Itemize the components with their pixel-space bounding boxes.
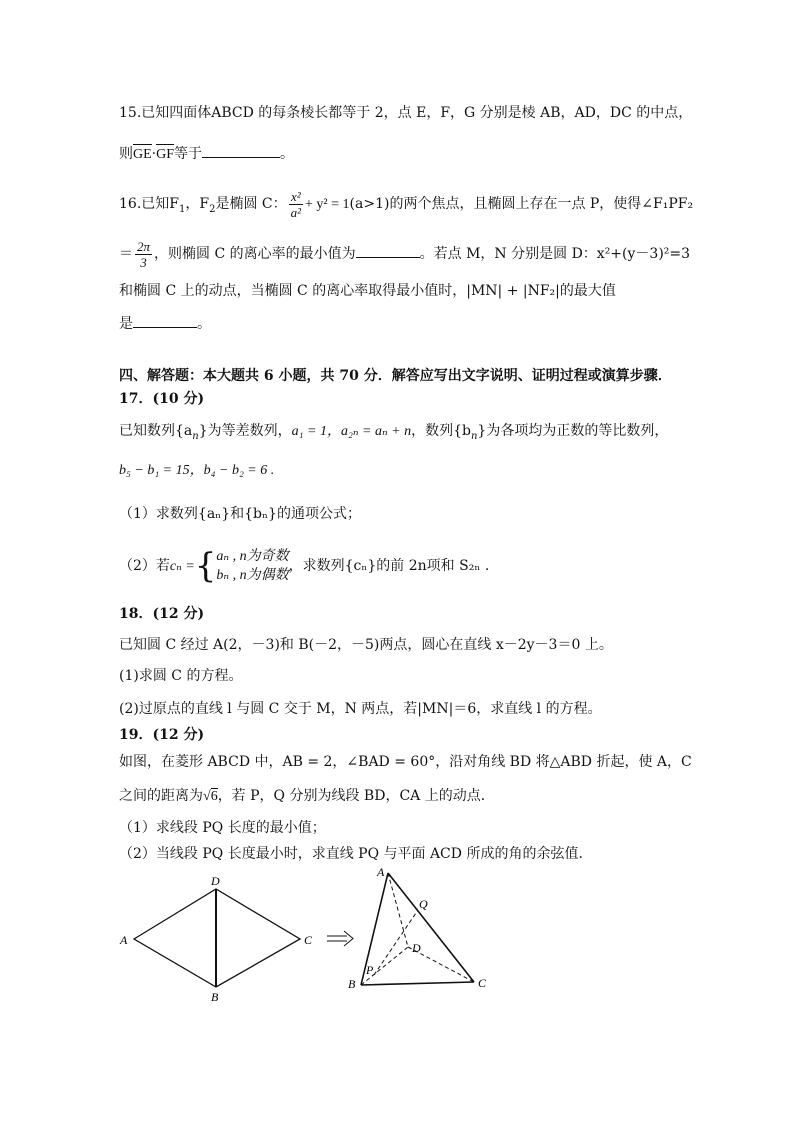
q16-line1: [119, 183, 693, 225]
sqrt-value: 6: [210, 789, 218, 804]
q17-l1-d: ，数列{b: [411, 423, 471, 439]
q18-header: 18．(12 分): [119, 606, 205, 622]
ellipse-equation-rest: + y² = 1: [305, 197, 350, 212]
q19-part1: （1）求线段 PQ 长度的最小值；: [119, 820, 326, 836]
q19-line1: 如图，在菱形 ABCD 中，AB = 2，∠BAD = 60°，沿对角线 BD 将△ABD 折起，使 A，C: [119, 754, 692, 770]
q15-answer-blank[interactable]: [202, 143, 280, 158]
vector-ge: GE: [133, 147, 152, 162]
q16-answer-blank-1[interactable]: [356, 243, 420, 258]
q16-is-ellipse: 是椭圆 C：: [215, 196, 287, 212]
q16-min-text: ，则椭圆 C 的离心率的最小值为: [154, 246, 356, 262]
edge-ad: [388, 873, 408, 947]
q19-header: 19．(12 分): [119, 727, 205, 743]
q15-line1: 15.已知四面体ABCD 的每条棱长都等于 2，点 E，F，G 分别是棱 AB，AD，DC 的中点，: [119, 105, 693, 121]
q16-eq: ＝: [119, 246, 133, 262]
edge-bc: [361, 982, 474, 985]
edge-ac: [388, 873, 474, 982]
q17-cn-lhs: cₙ =: [169, 559, 195, 574]
label-left-c: C: [304, 933, 313, 947]
label-right-b: B: [348, 977, 356, 991]
dot-symbol: ·: [151, 146, 157, 162]
rhombus-diagram: [134, 889, 300, 987]
q17-sub-a: n: [192, 430, 199, 442]
q17-part2: [119, 544, 489, 588]
q16-sub1: 1: [178, 203, 186, 215]
section-title: 四、解答题：本大题共 6 小题，共 70 分．解答应写出文字说明、证明过程或演算步骤．: [119, 368, 672, 384]
q17-part2-prefix: （2）若: [119, 558, 170, 574]
angle-fraction: [135, 239, 152, 270]
vector-gf: GF: [156, 147, 175, 162]
q18-part2: (2)过原点的直线 l 与圆 C 交于 M，N 两点，若|MN|＝6，求直线 l 的方程。: [119, 701, 602, 717]
q16-comma: ，F: [185, 196, 210, 212]
left-brace: {: [194, 546, 217, 586]
q17-header: 17．(10 分): [119, 391, 205, 407]
q17-line2: b₅ − b₁ = 15，b₄ − b₂ = 6 .: [119, 463, 275, 478]
arrow-icon: [327, 931, 353, 946]
q16-end: 。: [197, 316, 211, 332]
q19-part2: （2）当线段 PQ 长度最小时，求直线 PQ 与平面 ACD 所成的角的余弦值．: [119, 846, 593, 862]
q17-part1: （1）求数列{aₙ}和{bₙ}的通项公式；: [119, 506, 361, 522]
q19-line2-suffix: ，若 P，Q 分别为线段 BD，CA 上的动点．: [217, 788, 495, 804]
q19-line2: [119, 787, 495, 806]
q16-answer-blank-2[interactable]: [133, 313, 197, 328]
q17-l1-e: }为各项均为正数的等比数列，: [477, 423, 669, 439]
q16-line4: [119, 313, 211, 333]
q16-line3: 和椭圆 C 上的动点，当椭圆 C 的离心率取得最小值时，|MN| + |NF₂|的最大值: [119, 283, 616, 299]
q17-line1: [119, 422, 668, 446]
q15-line2: [119, 143, 294, 164]
q15-suffix: 等于: [174, 146, 203, 162]
label-right-a: A: [377, 865, 385, 879]
case-even: bₙ , n为偶数: [216, 568, 289, 583]
ellipse-fraction: [289, 189, 303, 220]
fraction-denominator: a²: [290, 204, 302, 220]
label-left-d: D: [211, 874, 220, 888]
angle-numerator: 2π: [137, 238, 151, 254]
sqrt-symbol: √: [203, 789, 211, 804]
q17-l1-c: a₁ = 1，a₂ₙ = aₙ + n: [291, 424, 412, 439]
label-right-p: P: [366, 963, 374, 977]
q16-condition: (a>1)的两个焦点，且椭圆上存在一点 P，使得∠F₁PF₂: [349, 196, 694, 212]
q16-sub2: 2: [209, 203, 216, 215]
q18-line1: 已知圆 C 经过 A(2，－3)和 B(－2，－5)两点，圆心在直线 x－2y－3＝0 上。: [119, 637, 613, 653]
label-left-b: B: [211, 990, 219, 1004]
q16-circle-text: 。若点 M，N 分别是圆 D：x²+(y－3)²=3: [419, 246, 691, 262]
q15-prefix: 则: [119, 146, 133, 162]
q16-intro: 16.已知F: [119, 196, 179, 212]
q17-l1-a: 已知数列{a: [119, 423, 193, 439]
tetrahedron-diagram: [361, 873, 474, 985]
angle-denominator: 3: [140, 254, 147, 270]
q15-end: 。: [280, 146, 295, 162]
q17-part2-suffix: ，求数列{cₙ}的前 2n项和 S₂ₙ .: [288, 558, 490, 574]
q16-line4-prefix: 是: [119, 316, 133, 332]
label-left-a: A: [120, 933, 128, 947]
rhombus-fold-figure: [0, 860, 794, 1010]
q17-sub-b: n: [470, 430, 478, 442]
q16-line2: [119, 235, 690, 273]
case-odd: aₙ , n为奇数: [216, 549, 289, 564]
fraction-numerator: x²: [289, 189, 303, 205]
q19-line2-prefix: 之间的距离为: [119, 788, 203, 804]
label-right-d: D: [412, 941, 421, 955]
piecewise-cases: [216, 547, 288, 585]
label-right-q: Q: [419, 897, 428, 911]
label-right-c: C: [478, 976, 487, 990]
q17-l1-b: }为等差数列，: [198, 423, 292, 439]
q18-part1: (1)求圆 C 的方程。: [119, 668, 243, 684]
